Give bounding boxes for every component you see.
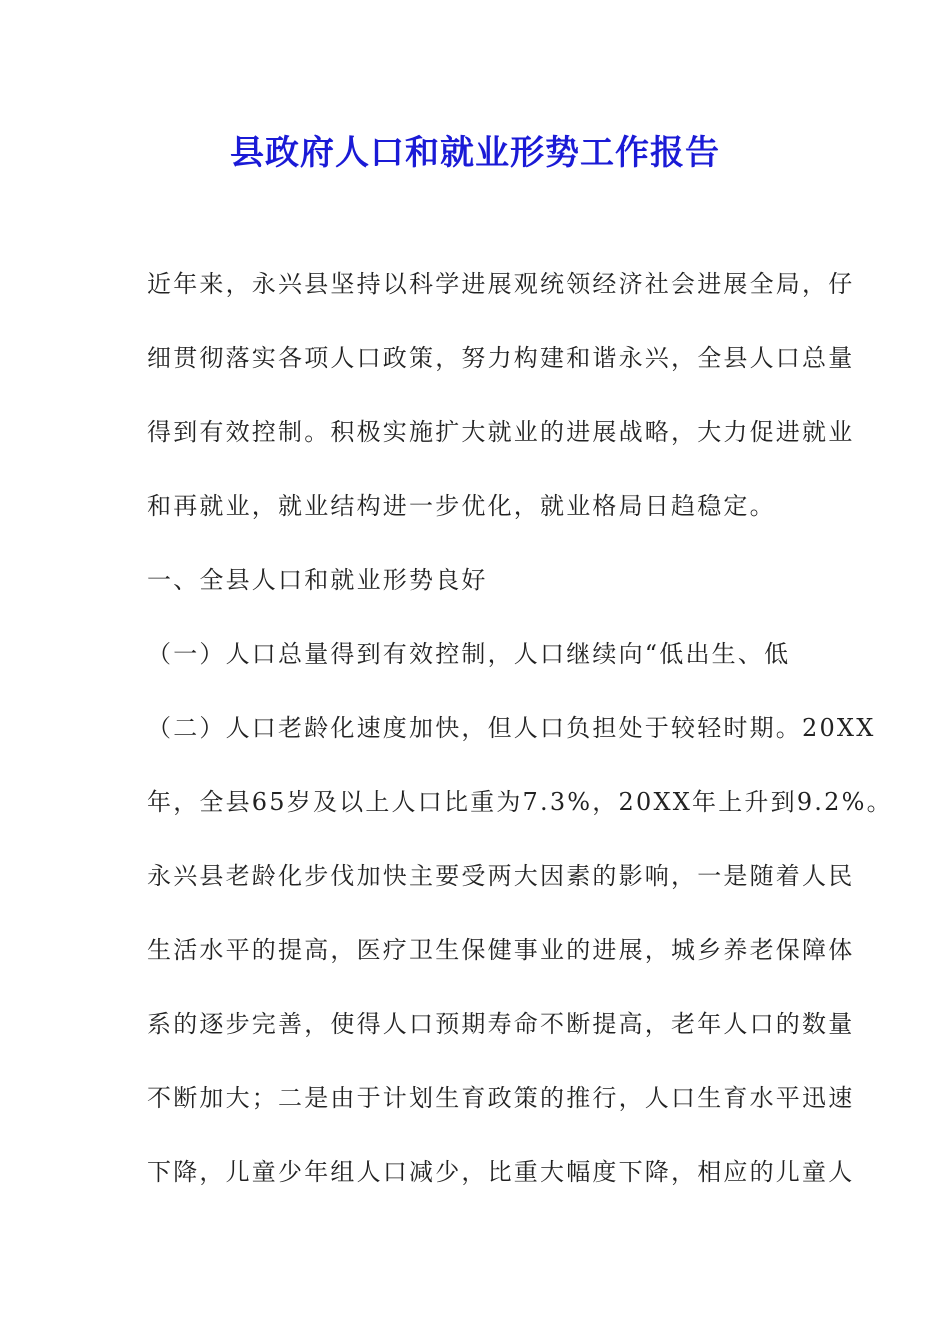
paragraph-line: 得到有效控制。积极实施扩大就业的进展战略，大力促进就业 [147,418,855,446]
section-heading: 一、全县人口和就业形势良好 [147,566,488,594]
subsection-heading: （一）人口总量得到有效控制，人口继续向“低出生、低 [147,640,791,668]
paragraph-line: 下降，儿童少年组人口减少，比重大幅度下降，相应的儿童人 [147,1158,855,1186]
paragraph-line: 生活水平的提高，医疗卫生保健事业的进展，城乡养老保障体 [147,936,855,964]
paragraph-line: 细贯彻落实各项人口政策，努力构建和谐永兴，全县人口总量 [147,344,855,372]
subsection-heading: （二）人口老龄化速度加快，但人口负担处于较轻时期。20XX [147,714,876,742]
paragraph-line: 系的逐步完善，使得人口预期寿命不断提高，老年人口的数量 [147,1010,855,1038]
paragraph-line: 永兴县老龄化步伐加快主要受两大因素的影响，一是随着人民 [147,862,855,890]
paragraph-line: 不断加大；二是由于计划生育政策的推行，人口生育水平迅速 [147,1084,855,1112]
paragraph-line: 年，全县65岁及以上人口比重为7.3%，20XX年上升到9.2%。 [147,788,893,816]
document-title: 县政府人口和就业形势工作报告 [230,133,720,173]
paragraph-line: 近年来，永兴县坚持以科学进展观统领经济社会进展全局，仔 [147,270,855,298]
paragraph-line: 和再就业，就业结构进一步优化，就业格局日趋稳定。 [147,492,776,520]
document-body [147,262,893,1224]
